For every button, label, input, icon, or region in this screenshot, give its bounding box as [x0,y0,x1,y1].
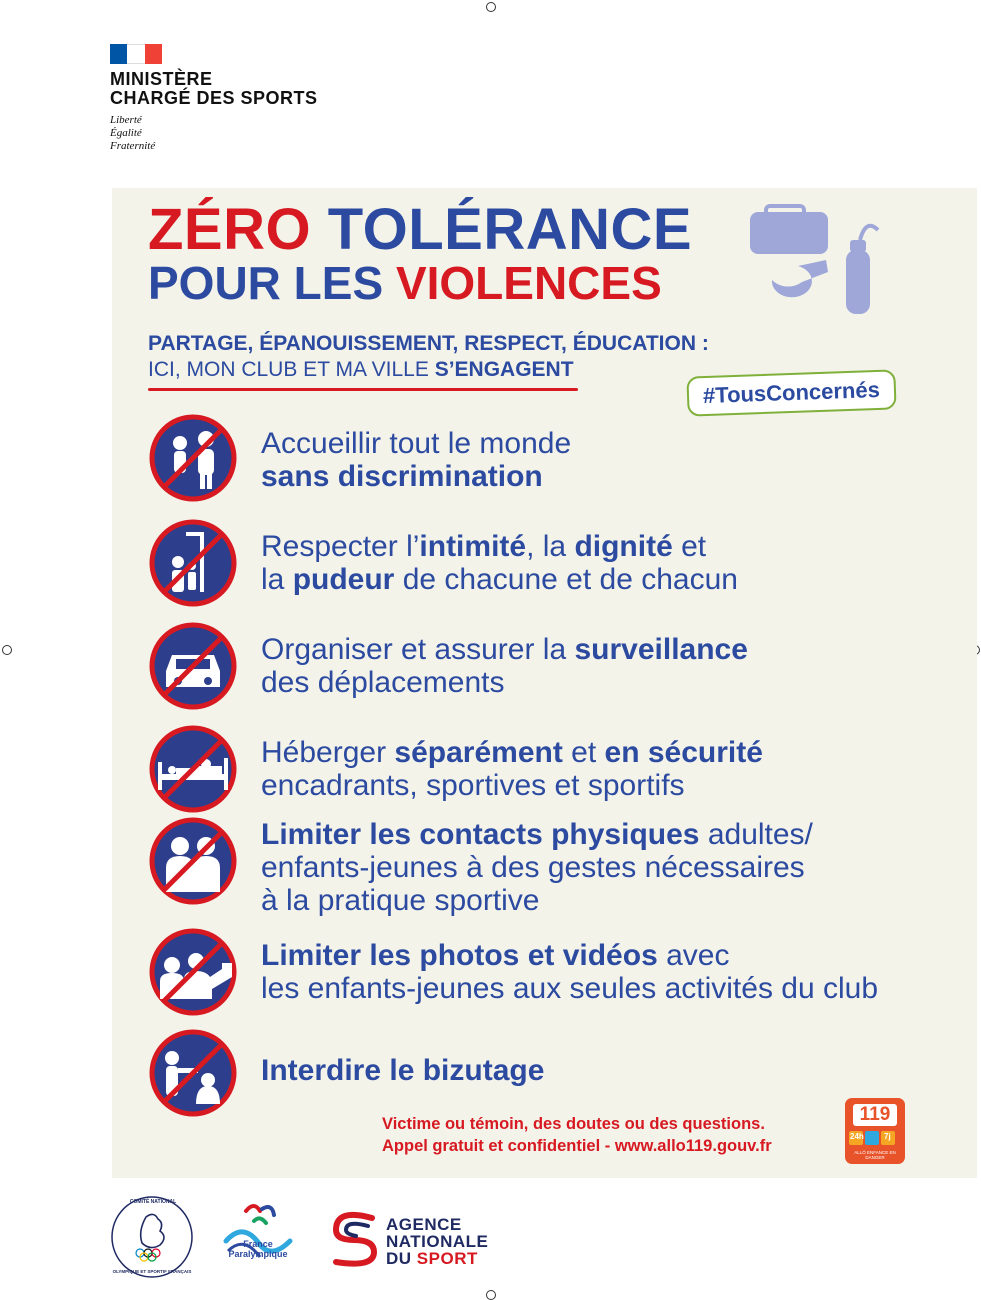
camera-icon [148,927,238,1017]
rule-text-regular: de chacune et de chacun [394,563,738,596]
whistle-icon [772,260,828,297]
rule-text-regular: et [562,736,605,769]
rule-text-bold: séparément [394,736,563,769]
ans-line2: NATIONALE [386,1232,489,1251]
motto-egalite: Égalité [110,127,142,139]
rule-text [261,633,748,699]
rule-text-regular: à la pratique sportive [261,884,540,917]
title-pour-les: POUR LES [148,257,384,309]
paralympique-line1: France [243,1239,273,1249]
car-icon [148,621,238,711]
hazing-icon [148,1028,238,1118]
hashtag-badge: #TousConcernés [686,369,896,416]
france-paralympique-logo [218,1195,298,1279]
rule-text-regular: enfants-jeunes à des gestes nécessaires [261,851,805,884]
subtitle-line2 [148,358,574,382]
rule-text-regular: Respecter l’ [261,530,420,563]
paralympic-agitos-icon [218,1195,298,1275]
ans-line1: AGENCE [386,1215,462,1234]
subtitle-underline [148,388,578,391]
sports-bag-icon [750,212,828,254]
rule-text-regular: la [261,563,293,596]
rule-text [261,427,571,493]
french-flag-icon [110,44,162,64]
rule-text [261,530,738,596]
badge-7: 7j [884,1132,891,1141]
cnosf-text-bottom: OLYMPIQUE ET SPORTIF FRANÇAIS [112,1269,192,1274]
rule-text-regular: et [672,530,707,563]
discrimination-icon [148,413,238,503]
rule-text-regular: , la [526,530,575,563]
title-line1 [148,198,692,262]
rule-text-bold: surveillance [574,633,748,666]
sport-items-icon [742,202,882,322]
paralympique-line2: Paralympique [228,1249,288,1259]
badge-caption: ALLÔ ENFANCE EN DANGER [854,1150,896,1160]
helpline-line2: Appel gratuit et confidentiel - www.allo119.gouv.fr [382,1137,772,1155]
cnosf-rooster-icon [110,1195,194,1279]
rule-text [261,1054,544,1087]
crop-mark-left [2,645,12,655]
rule-text-bold: Interdire le bizutage [261,1054,545,1087]
cnosf-logo [110,1195,194,1283]
ans-s-logo-icon [328,1210,380,1270]
rule-text-regular: avec [657,939,730,972]
crop-mark-bottom [486,1290,496,1300]
rule-text-bold: Limiter les photos et vidéos [261,939,658,972]
badge-24: 24h [850,1132,864,1141]
crop-mark-top [486,2,496,12]
helpline-text [382,1113,772,1157]
title-tolerance: TOLÉRANCE [327,197,693,262]
ministry-name-line1: MINISTÈRE [110,69,213,89]
cnosf-text-top: COMITÉ NATIONAL [129,1199,177,1205]
rule-text-regular: encadrants, sportives et sportifs [261,769,685,802]
helpline-line1: Victime ou témoin, des doutes ou des questions. [382,1115,765,1133]
rule-text-bold: Limiter les contacts physiques [261,818,700,851]
ans-sport: SPORT [416,1249,478,1268]
ans-line3 [386,1250,488,1267]
bed-icon [148,724,238,814]
hug-icon [148,816,238,906]
rule-text [261,818,813,917]
rule-text-bold: intimité [419,530,527,563]
republic-motto [110,114,318,153]
rule-text-bold: dignité [574,530,673,563]
rule-text-bold: sans discrimination [261,460,543,493]
rule-text [261,736,763,802]
shower-icon [148,518,238,608]
subtitle-line1: PARTAGE, ÉPANOUISSEMENT, RESPECT, ÉDUCATION : [148,332,709,355]
ans-du: DU [386,1249,412,1268]
motto-fraternite: Fraternité [110,140,156,152]
rule-text-regular: Héberger [261,736,395,769]
rule-text [261,939,878,1005]
allo-119-logo [845,1098,905,1164]
subtitle-bold: S’ENGAGENT [434,358,574,381]
ministry-name-line2: CHARGÉ DES SPORTS [110,88,318,108]
rule-text-bold: pudeur [292,563,395,596]
rule-text-regular: Organiser et assurer la [261,633,575,666]
title-line2 [148,256,662,310]
rule-text-regular: les enfants-jeunes aux seules activités du club [261,972,879,1005]
ans-wordmark [386,1216,488,1267]
main-panel [112,188,977,1178]
rule-text-regular: Accueillir tout le monde [261,427,572,460]
title-violences: VIOLENCES [395,257,662,309]
ministry-header [110,44,318,153]
rule-text-regular: adultes/ [699,818,813,851]
rule-text-regular: des déplacements [261,666,505,699]
rule-text-bold: en sécurité [604,736,763,769]
title-zero: ZÉRO [148,197,312,262]
motto-liberte: Liberté [110,114,142,126]
subtitle-regular: ICI, MON CLUB ET MA VILLE [148,358,429,381]
water-bottle-icon [846,250,870,314]
badge-number: 119 [853,1104,897,1126]
